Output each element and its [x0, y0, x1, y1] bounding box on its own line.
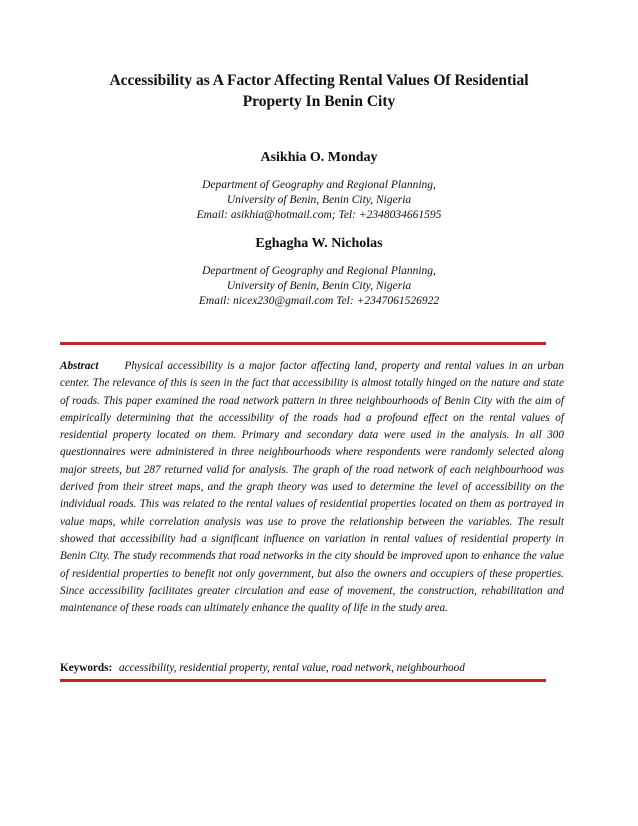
keywords-text: accessibility, residential property, rental value, road network, neighbourhood [119, 662, 465, 674]
keywords [60, 661, 564, 676]
author-2-department: Department of Geography and Regional Planning, [202, 265, 436, 277]
author-2-affiliation [0, 264, 638, 309]
abstract-label: Abstract [60, 360, 99, 372]
top-divider [60, 342, 546, 345]
author-1-name: Asikhia O. Monday [260, 150, 378, 165]
bottom-divider [60, 679, 546, 682]
abstract-text: Physical accessibility is a major factor affecting land, property and rental values in an urban center. The relevance of this is seen in the fact that accessibility is almost totally hinged on the nature and state of roads. This paper examined the road network pattern in three neighbourhoods of Benin City with the aim of empirically determining that the accessibility of the roads had a profound effect on the rental values of residential property located on them. Primary and secondary data were used in the analysis. In all 300 questionnaires were administered in three neighbourhoods where respondents were randomly selected along major streets, but 287 returned valid for analysis. The graph of the road network of each neighbourhood was derived from their street maps, and the graph theory was used to determine the level of accessibility on the individual roads. This was related to the rental values of residential properties located on them as portrayed in value maps, while correlation analysis was use to prove the relationship between the variables. The result showed that accessibility had a significant influence on variation in rental values of residential property in Benin City. The study recommends that road networks in the city should be improved upon to enhance the value of residential properties to benefit not only government, but also the owners and occupiers of these properties. Since accessibility facilitates greater circulation and ease of movement, the construction, rehabilitation and maintenance of these roads can ultimately enhance the quality of life in the study area. [60, 360, 564, 615]
author-1-contact: Email: asikhia@hotmail.com; Tel: +2348034661595 [196, 209, 442, 221]
title-line-2: Property In Benin City [242, 93, 396, 110]
author-1-university: University of Benin, Benin City, Nigeria [226, 194, 412, 206]
author-2-contact: Email: nicex230@gmail.com Tel: +2347061526922 [198, 295, 440, 307]
abstract [60, 358, 564, 617]
keywords-label: Keywords: [60, 662, 113, 674]
author-1-affiliation [0, 178, 638, 223]
author-2-name: Eghagha W. Nicholas [255, 236, 383, 251]
paper-title [60, 70, 578, 112]
title-line-1: Accessibility as A Factor Affecting Rental Values Of Residential [109, 72, 529, 89]
author-2-university: University of Benin, Benin City, Nigeria [226, 280, 412, 292]
author-1-department: Department of Geography and Regional Planning, [202, 179, 436, 191]
